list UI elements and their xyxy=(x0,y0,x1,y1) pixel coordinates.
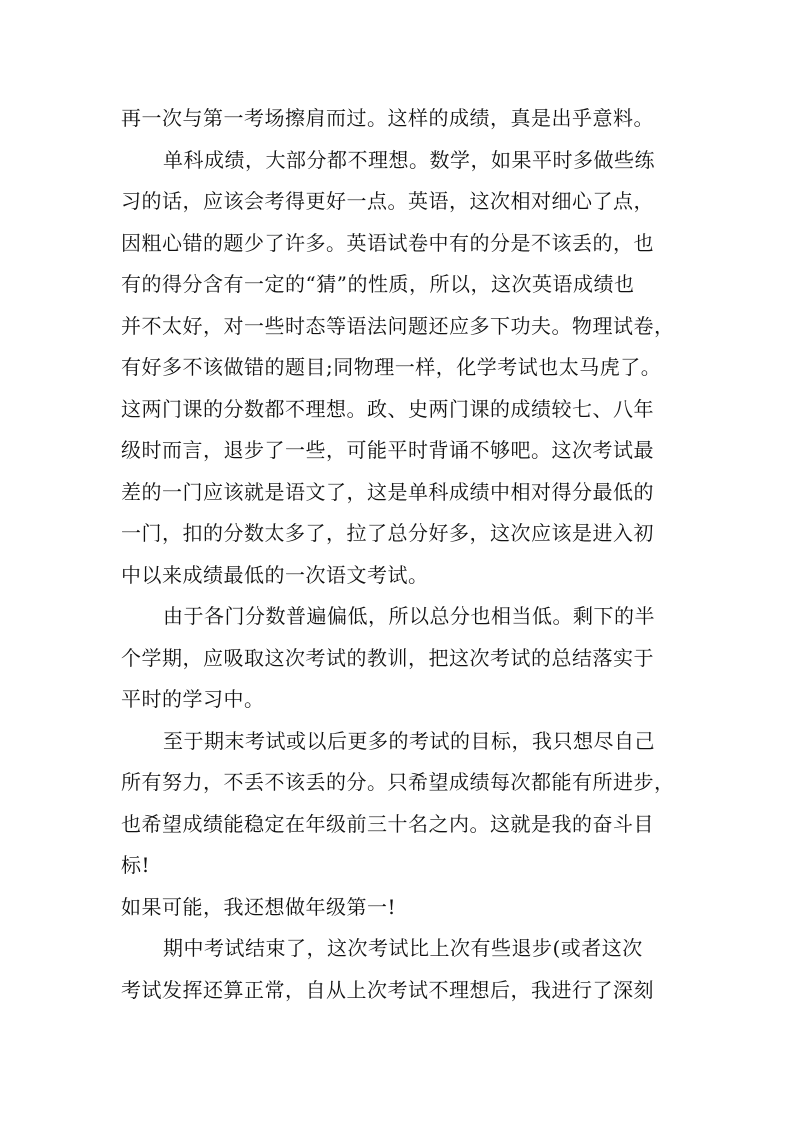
text-line: 由于各门分数普遍偏低，所以总分也相当低。剩下的半 xyxy=(163,604,655,628)
text-line: 级时而言，退步了一些，可能平时背诵不够吧。这次考试最 xyxy=(121,438,654,462)
text-line: 个学期，应吸取这次考试的教训，把这次考试的总结落实于 xyxy=(121,645,654,670)
text-line: 至于期末考试或以后更多的考试的目标，我只想尽自己 xyxy=(163,728,655,753)
text-line: 平时的学习中。 xyxy=(121,687,265,711)
text-line: 中以来成绩最低的一次语文考试。 xyxy=(121,562,429,587)
text-line: 并不太好，对一些时态等语法问题还应多下功夫。物理试卷， xyxy=(121,313,675,338)
text-line: 习的话，应该会考得更好一点。英语，这次相对细心了点， xyxy=(121,189,654,213)
text-line: 再一次与第一考场擦肩而过。这样的成绩，真是出乎意料。 xyxy=(121,106,654,130)
text-line: 这两门课的分数都不理想。政、史两门课的成绩较七、八年 xyxy=(121,396,654,421)
text-line: 差的一门应该就是语文了，这是单科成绩中相对得分最低的 xyxy=(121,479,654,504)
text-line: 有好多不该做错的题目;同物理一样，化学考试也太马虎了。 xyxy=(121,355,662,379)
text-line: 标! xyxy=(121,853,151,877)
text-line: 因粗心错的题少了许多。英语试卷中有的分是不该丢的，也 xyxy=(121,230,654,255)
text-line: 考试发挥还算正常，自从上次考试不理想后，我进行了深刻 xyxy=(121,977,654,1002)
body-text xyxy=(121,98,691,1011)
text-line: 期中考试结束了，这次考试比上次有些退步(或者这次 xyxy=(163,936,643,960)
text-line: 也希望成绩能稳定在年级前三十名之内。这就是我的奋斗目 xyxy=(121,811,654,836)
text-line: 单科成绩，大部分都不理想。数学，如果平时多做些练 xyxy=(163,147,655,172)
text-line: 一门，扣的分数太多了，拉了总分好多，这次应该是进入初 xyxy=(121,521,654,545)
text-line: 所有努力，不丢不该丢的分。只希望成绩每次都能有所进步， xyxy=(121,770,675,794)
text-line: 如果可能，我还想做年级第一! xyxy=(121,894,397,919)
text-line: 有的得分含有一定的“猜”的性质，所以，这次英语成绩也 xyxy=(121,272,635,296)
